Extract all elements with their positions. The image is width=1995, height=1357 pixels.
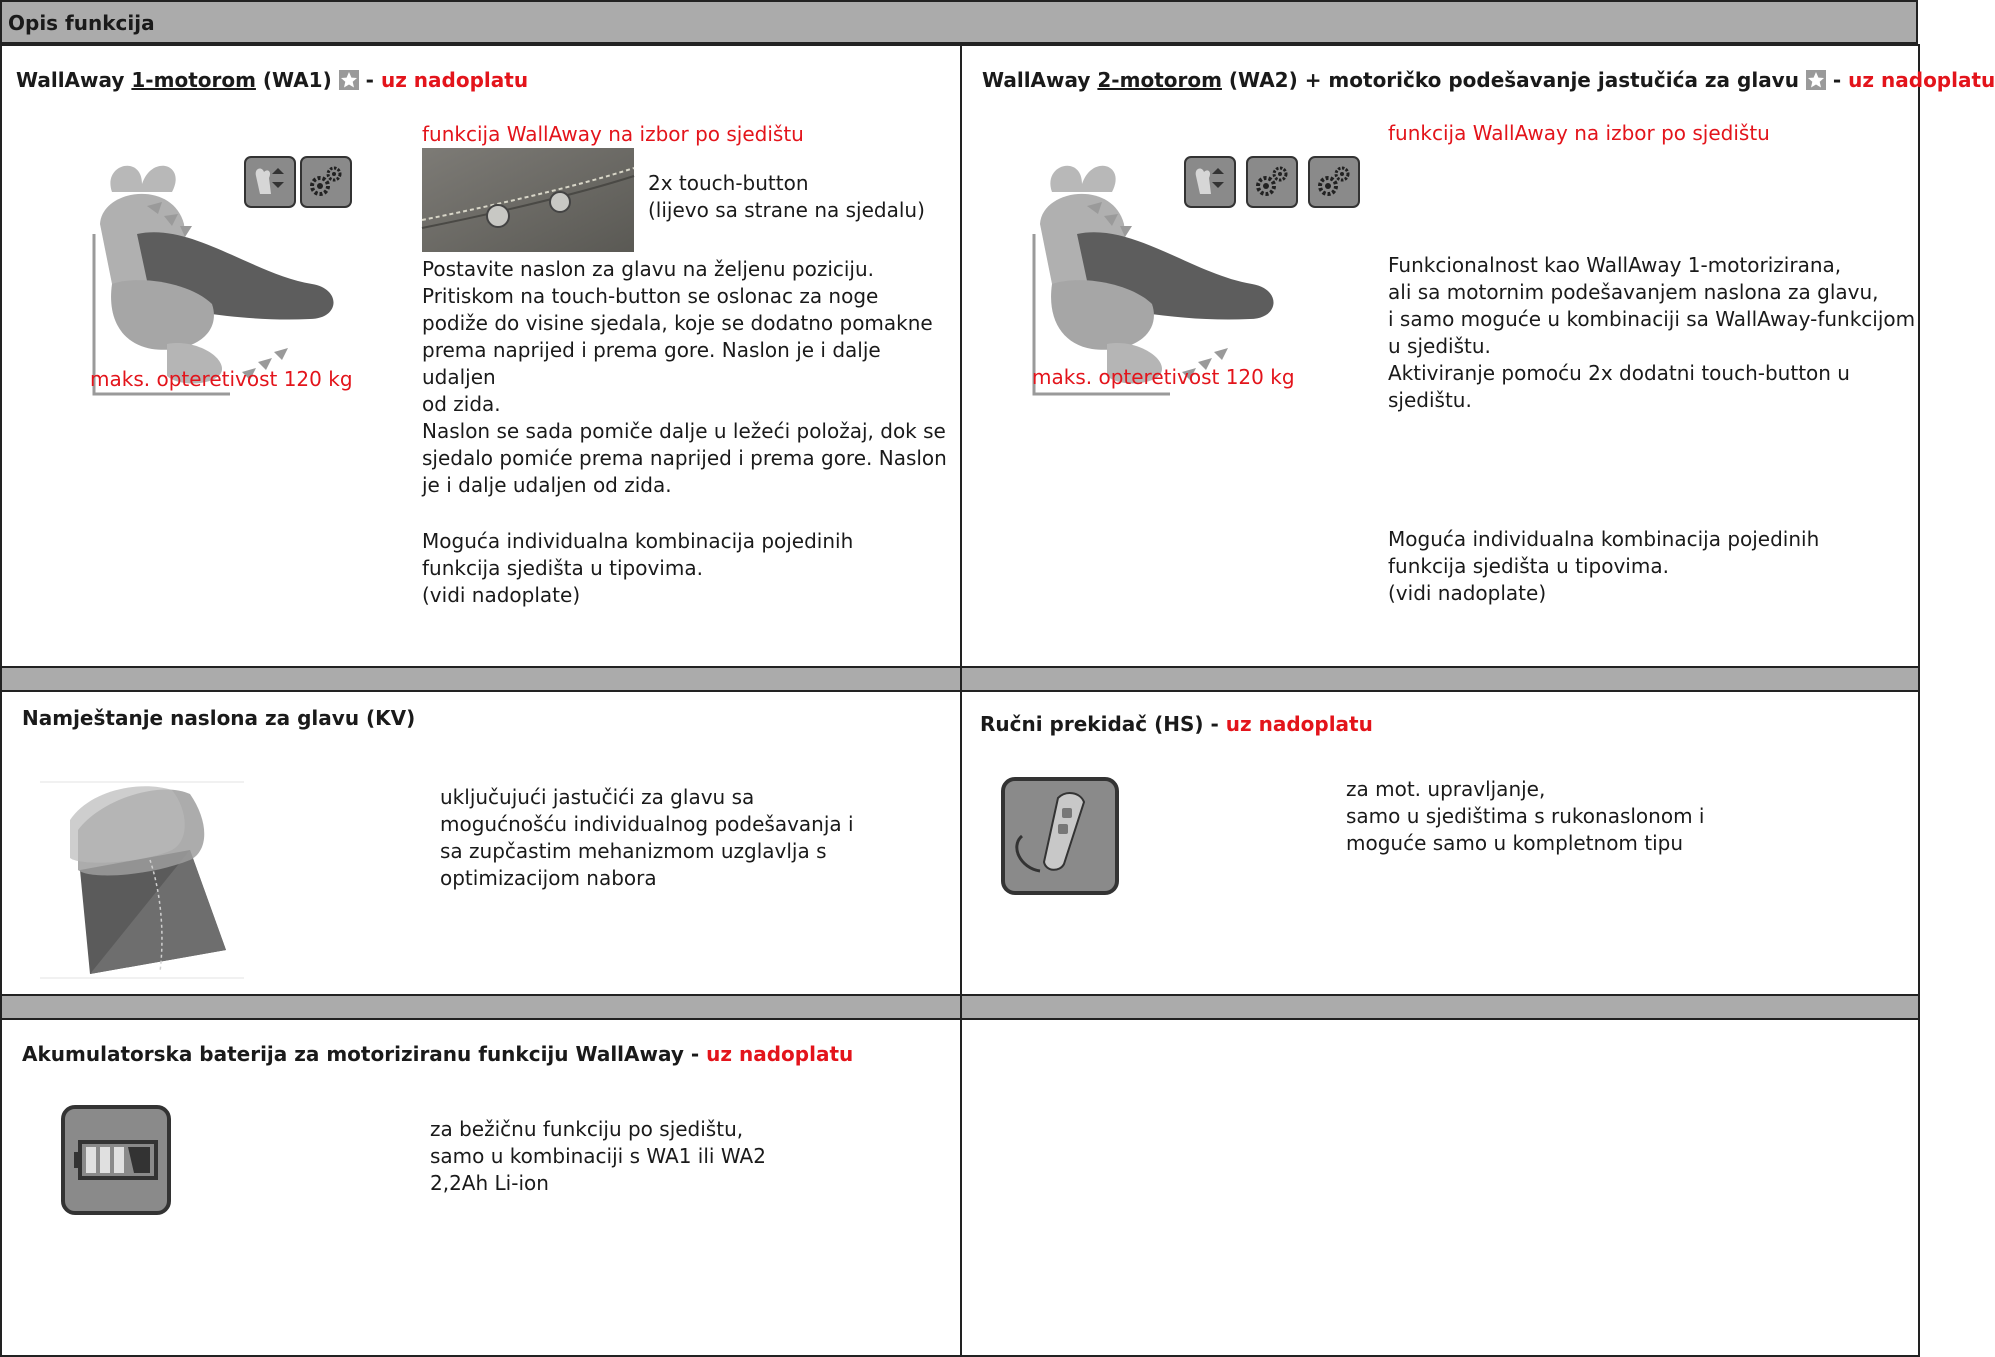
wa1-choice: funkcija WallAway na izbor po sjedištu bbox=[422, 122, 804, 146]
page-title: Opis funkcija bbox=[8, 11, 155, 35]
battery-icon bbox=[60, 1104, 172, 1216]
gear-icon bbox=[300, 156, 352, 208]
hand-switch-icon bbox=[1000, 776, 1120, 896]
gear-icon bbox=[1246, 156, 1298, 208]
header-bar bbox=[0, 0, 1918, 44]
recline-icon bbox=[1184, 156, 1236, 208]
wa1-combo: Moguća individualna kombinacija pojedinih funkcija sjedišta u tipovima. (vidi nadoplate) bbox=[422, 529, 854, 607]
wa1-button-caption: 2x touch-button (lijevo sa strane na sjedalu) bbox=[648, 171, 925, 222]
wa1-load: maks. opteretivost 120 kg bbox=[90, 367, 353, 391]
wa1-description: Postavite naslon za glavu na željenu poziciju. Pritiskom na touch-button se oslonac za noge podiže do visine sjedala, koje se dodatno pomakne prema naprijed i prema gore. Naslon je i dalje udaljen od zida. Naslon se sada pomiče dalje u ležeći položaj, dok se sjedalo pomiće prema naprijed i prema gore. Naslon je i dalje udaljen od zida. bbox=[422, 257, 947, 497]
hs-cell bbox=[960, 690, 1920, 996]
separator-band bbox=[960, 994, 1920, 1020]
wa2-load: maks. opteretivost 120 kg bbox=[1032, 365, 1295, 389]
gear-icon bbox=[1308, 156, 1360, 208]
empty-cell bbox=[960, 1018, 1920, 1357]
touch-button-photo bbox=[422, 148, 634, 252]
wa2-cell bbox=[960, 44, 1995, 668]
separator-band bbox=[0, 994, 962, 1020]
separator-band bbox=[0, 666, 962, 692]
kv-description: uključujući jastučići za glavu sa mogućnošću individualnog podešavanja i sa zupčastim mehanizmom uzglavlja s optimizacijom nabora bbox=[440, 785, 854, 890]
wa2-title: WallAway 2-motorom (WA2) + motoričko podešavanje jastučića za glavu - uz nadoplatu bbox=[982, 68, 1995, 92]
hs-description: za mot. upravljanje, samo u sjedištima s rukonaslonom i moguće samo u kompletnom tipu bbox=[1346, 777, 1705, 855]
battery-description: za bežičnu funkciju po sjedištu, samo u kombinaciji s WA1 ili WA2 2,2Ah Li-ion bbox=[430, 1117, 766, 1195]
wa2-combo: Moguća individualna kombinacija pojedinih funkcija sjedišta u tipovima. (vidi nadoplate) bbox=[1388, 527, 1820, 605]
battery-title: Akumulatorska baterija za motoriziranu funkciju WallAway - uz nadoplatu bbox=[22, 1042, 854, 1066]
recline-icon bbox=[244, 156, 296, 208]
wa1-cell bbox=[0, 44, 962, 668]
kv-title: Namještanje naslona za glavu (KV) bbox=[22, 706, 416, 730]
separator-band bbox=[960, 666, 1920, 692]
wa2-choice: funkcija WallAway na izbor po sjedištu bbox=[1388, 121, 1770, 145]
star-icon bbox=[1806, 70, 1826, 90]
wa1-title: WallAway 1-motorom (WA1) - uz nadoplatu bbox=[16, 68, 529, 92]
battery-cell bbox=[0, 1018, 962, 1357]
headrest-image bbox=[40, 780, 244, 980]
hs-title: Ručni prekidač (HS) - uz nadoplatu bbox=[980, 712, 1373, 736]
wa2-description: Funkcionalnost kao WallAway 1-motorizirana, ali sa motornim podešavanjem naslona za glavu, i samo moguće u kombinaciji sa WallAway-funkcijom u sjedištu. Aktiviranje pomoću 2x dodatni touch-button u sjedištu. bbox=[1388, 253, 1916, 412]
kv-cell bbox=[0, 690, 962, 996]
star-icon bbox=[339, 70, 359, 90]
